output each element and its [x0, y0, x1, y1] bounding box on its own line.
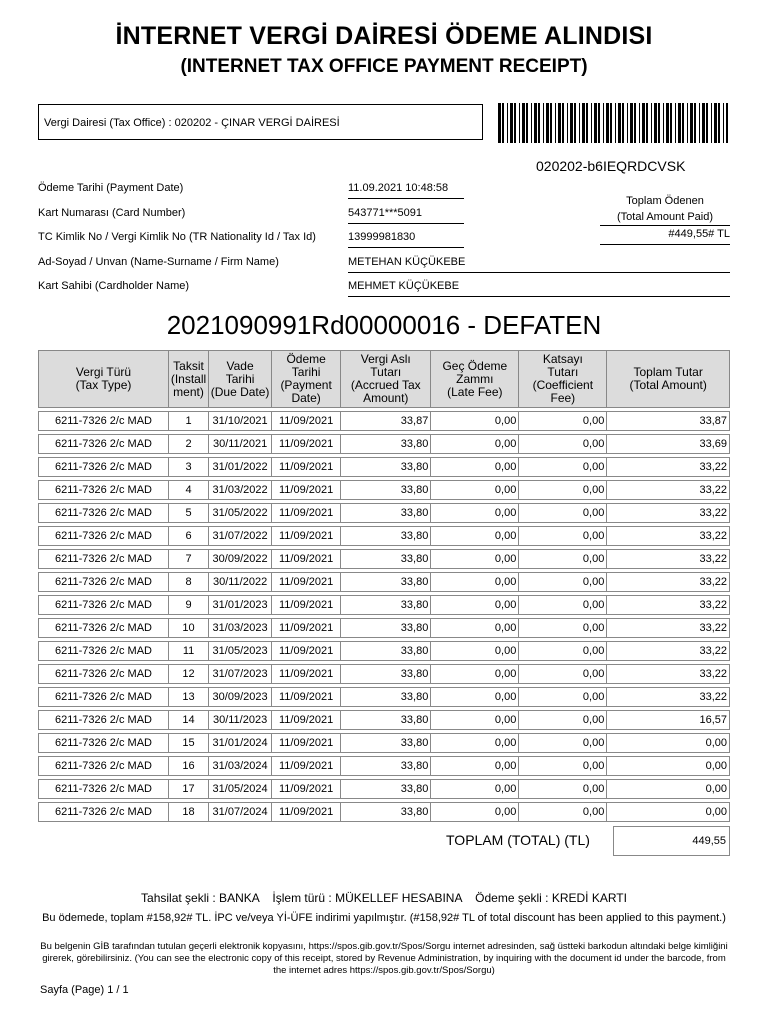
table-cell: 33,87 [341, 412, 431, 431]
table-header-row [39, 351, 730, 408]
column-header-line: Vade [226, 358, 254, 373]
total-paid-value: #449,55# TL [600, 228, 730, 245]
table-cell: 16 [168, 757, 208, 776]
barcode-bar [570, 103, 573, 143]
table-cell: 11/09/2021 [272, 435, 341, 454]
barcode-bar [514, 103, 516, 143]
barcode-bar [690, 103, 693, 143]
column-header-line: Tutarı [370, 365, 402, 379]
table-row [39, 504, 730, 523]
table-cell: 0,00 [519, 573, 607, 592]
table-cell: 33,80 [341, 550, 431, 569]
table-cell: 6211-7326 2/c MAD [39, 573, 169, 592]
table-cell: 33,22 [607, 688, 730, 707]
table-cell: 0,00 [519, 711, 607, 730]
table-cell: 0,00 [607, 780, 730, 799]
document-id: 020202-b6IEQRDCVSK [536, 158, 686, 174]
column-header-line: Vergi Aslı [360, 352, 411, 366]
barcode-bar [627, 103, 628, 143]
table-cell: 0,00 [431, 527, 519, 546]
payment-table [38, 350, 730, 822]
barcode-bar [714, 103, 717, 143]
discount-note: Bu ödemede, toplam #158,92# TL. İPC ve/veya Yİ-ÜFE indirimi yapılmıştır. (#158,92# TL of total discount has been applied to this payment.) [42, 912, 726, 924]
column-header [431, 351, 519, 408]
barcode-bar [711, 103, 712, 143]
table-cell: 0,00 [607, 757, 730, 776]
barcode-bar [618, 103, 621, 143]
table-cell: 18 [168, 803, 208, 822]
table-cell: 6211-7326 2/c MAD [39, 435, 169, 454]
table-cell: 11/09/2021 [272, 757, 341, 776]
barcode-bar [723, 103, 724, 143]
table-row [39, 573, 730, 592]
table-cell: 30/09/2023 [209, 688, 272, 707]
barcode-bar [555, 103, 556, 143]
divider [600, 225, 730, 226]
tax-id-value: 13999981830 [348, 231, 464, 248]
table-cell: 33,80 [341, 734, 431, 753]
card-number-value: 543771***5091 [348, 207, 464, 224]
barcode-bar [658, 103, 660, 143]
table-cell: 6211-7326 2/c MAD [39, 711, 169, 730]
table-cell: 6211-7326 2/c MAD [39, 504, 169, 523]
tax-id-label: TC Kimlik No / Vergi Kimlik No (TR Nationality Id / Tax Id) [38, 231, 316, 243]
barcode-bar [694, 103, 696, 143]
table-cell: 0,00 [519, 665, 607, 684]
column-header-line: Tarihi [225, 371, 255, 386]
barcode-icon [496, 103, 730, 143]
table-cell: 31/01/2022 [209, 458, 272, 477]
table-cell: 11/09/2021 [272, 458, 341, 477]
table-cell: 0,00 [519, 412, 607, 431]
column-header-line: Vergi Türü [75, 365, 132, 379]
barcode-bar [550, 103, 552, 143]
table-cell: 0,00 [519, 596, 607, 615]
table-cell: 6211-7326 2/c MAD [39, 412, 169, 431]
column-header-line: Date) [291, 391, 321, 405]
table-cell: 31/03/2024 [209, 757, 272, 776]
table-cell: 33,22 [607, 665, 730, 684]
barcode-bar [531, 103, 532, 143]
barcode-bar [567, 103, 568, 143]
barcode-bar [586, 103, 588, 143]
table-cell: 0,00 [519, 688, 607, 707]
table-cell: 11/09/2021 [272, 550, 341, 569]
barcode-bar [670, 103, 672, 143]
barcode-bar [718, 103, 720, 143]
barcode-bar [562, 103, 564, 143]
table-cell: 5 [168, 504, 208, 523]
table-cell: 6211-7326 2/c MAD [39, 665, 169, 684]
table-cell: 0,00 [431, 803, 519, 822]
column-header-line: (Due Date) [210, 384, 270, 399]
barcode-bar [579, 103, 580, 143]
table-cell: 0,00 [431, 688, 519, 707]
barcode-bar [615, 103, 616, 143]
table-cell: 0,00 [519, 504, 607, 523]
column-header-line: (Accrued Tax [350, 378, 421, 392]
barcode-bar [666, 103, 669, 143]
table-cell: 0,00 [431, 711, 519, 730]
column-header-line: Ödeme [286, 352, 326, 366]
table-cell: 33,69 [607, 435, 730, 454]
table-cell: 0,00 [519, 734, 607, 753]
table-cell: 10 [168, 619, 208, 638]
total-paid-label-en: (Total Amount Paid) [617, 211, 713, 223]
barcode-bar [726, 103, 728, 143]
column-header [39, 351, 169, 408]
table-cell: 33,22 [607, 458, 730, 477]
table-cell: 31/03/2023 [209, 619, 272, 638]
name-label: Ad-Soyad / Unvan (Name-Surname / Firm Name) [38, 256, 279, 268]
table-cell: 11/09/2021 [272, 504, 341, 523]
barcode-bar [687, 103, 688, 143]
table-cell: 31/01/2023 [209, 596, 272, 615]
barcode-bar [678, 103, 681, 143]
column-header-line: Tarihi [291, 365, 321, 379]
barcode-bar [675, 103, 676, 143]
table-row [39, 435, 730, 454]
column-header [272, 351, 341, 408]
table-cell: 33,80 [341, 481, 431, 500]
barcode-bar [519, 103, 520, 143]
table-cell: 11 [168, 642, 208, 661]
barcode-bar [574, 103, 576, 143]
payment-summary: Tahsilat şekli : BANKA İşlem türü : MÜKELLEF HESABINA Ödeme şekli : KREDİ KARTI [141, 891, 627, 905]
table-cell: 11/09/2021 [272, 780, 341, 799]
table-cell: 0,00 [431, 412, 519, 431]
tax-office-text: Vergi Dairesi (Tax Office) : 020202 - ÇINAR VERGİ DAİRESİ [44, 117, 340, 129]
table-cell: 0,00 [431, 481, 519, 500]
table-cell: 0,00 [431, 757, 519, 776]
column-header-line: (Payment [280, 378, 332, 392]
barcode-bar [502, 103, 504, 143]
table-cell: 0,00 [519, 642, 607, 661]
column-header-line: (Total Amount) [629, 378, 707, 392]
table-cell: 33,80 [341, 596, 431, 615]
table-cell: 33,80 [341, 642, 431, 661]
table-cell: 6211-7326 2/c MAD [39, 734, 169, 753]
table-cell: 11/09/2021 [272, 711, 341, 730]
table-cell: 17 [168, 780, 208, 799]
column-header [168, 351, 208, 408]
table-cell: 0,00 [431, 734, 519, 753]
barcode-bar [538, 103, 540, 143]
table-row [39, 412, 730, 431]
table-cell: 33,80 [341, 780, 431, 799]
table-cell: 31/01/2024 [209, 734, 272, 753]
table-cell: 0,00 [519, 757, 607, 776]
column-header [519, 351, 607, 408]
table-cell: 6211-7326 2/c MAD [39, 550, 169, 569]
table-cell: 11/09/2021 [272, 596, 341, 615]
table-cell: 31/03/2022 [209, 481, 272, 500]
barcode-bar [682, 103, 684, 143]
payment-date-value: 11.09.2021 10:48:58 [348, 182, 464, 199]
barcode-bar [702, 103, 705, 143]
column-header-line: Tutarı [547, 365, 579, 379]
table-cell: 6 [168, 527, 208, 546]
table-cell: 11/09/2021 [272, 688, 341, 707]
table-cell: 0,00 [519, 458, 607, 477]
table-cell: 6211-7326 2/c MAD [39, 803, 169, 822]
table-cell: 33,80 [341, 665, 431, 684]
table-cell: 33,80 [341, 458, 431, 477]
table-cell: 0,00 [431, 504, 519, 523]
table-cell: 6211-7326 2/c MAD [39, 481, 169, 500]
column-header-line: Katsayı [542, 352, 583, 366]
table-cell: 0,00 [431, 458, 519, 477]
barcode-bar [603, 103, 604, 143]
table-cell: 6211-7326 2/c MAD [39, 619, 169, 638]
table-cell: 31/10/2021 [209, 412, 272, 431]
column-header-line: Fee) [550, 391, 576, 405]
table-body [39, 408, 730, 822]
barcode-bar [522, 103, 525, 143]
total-paid-label: Toplam Ödenen [626, 195, 704, 207]
reference-number: 2021090991Rd00000016 - DEFATEN [166, 310, 602, 340]
barcode-bar [498, 103, 501, 143]
table-cell: 33,80 [341, 688, 431, 707]
table-cell: 30/11/2023 [209, 711, 272, 730]
table-cell: 8 [168, 573, 208, 592]
table-cell: 6211-7326 2/c MAD [39, 642, 169, 661]
table-cell: 33,22 [607, 550, 730, 569]
table-cell: 0,00 [431, 435, 519, 454]
column-header-line: Zammı [456, 371, 494, 386]
barcode-bar [622, 103, 624, 143]
table-cell: 0,00 [519, 435, 607, 454]
table-cell: 6211-7326 2/c MAD [39, 688, 169, 707]
tax-office-box [38, 104, 483, 140]
table-cell: 31/05/2023 [209, 642, 272, 661]
table-cell: 11/09/2021 [272, 619, 341, 638]
table-row [39, 803, 730, 822]
cardholder-value: MEHMET KÜÇÜKEBE [348, 280, 730, 297]
column-header-line: Taksit [173, 358, 204, 373]
barcode-bar [558, 103, 561, 143]
table-cell: 12 [168, 665, 208, 684]
table-cell: 11/09/2021 [272, 734, 341, 753]
table-cell: 33,22 [607, 619, 730, 638]
table-cell: 0,00 [519, 527, 607, 546]
table-cell: 0,00 [607, 803, 730, 822]
barcode-bar [699, 103, 700, 143]
table-row [39, 596, 730, 615]
column-header-line: Geç Ödeme [442, 358, 508, 373]
table-cell: 0,00 [519, 550, 607, 569]
table-cell: 31/07/2023 [209, 665, 272, 684]
table-cell: 6211-7326 2/c MAD [39, 458, 169, 477]
table-cell: 0,00 [519, 481, 607, 500]
column-header [341, 351, 431, 408]
column-header [607, 351, 730, 408]
table-cell: 0,00 [431, 550, 519, 569]
total-value: 449,55 [613, 826, 730, 856]
table-row [39, 642, 730, 661]
column-header-line: (Late Fee) [447, 384, 503, 399]
barcode-bar [594, 103, 597, 143]
table-cell: 16,57 [607, 711, 730, 730]
page-number: Sayfa (Page) 1 / 1 [40, 984, 129, 996]
table-cell: 4 [168, 481, 208, 500]
table-cell: 33,22 [607, 642, 730, 661]
table-cell: 6211-7326 2/c MAD [39, 780, 169, 799]
table-cell: 9 [168, 596, 208, 615]
table-cell: 11/09/2021 [272, 527, 341, 546]
table-cell: 33,80 [341, 619, 431, 638]
barcode-bar [546, 103, 549, 143]
table-cell: 0,00 [431, 665, 519, 684]
barcode-bar [606, 103, 609, 143]
table-cell: 0,00 [431, 642, 519, 661]
table-row [39, 711, 730, 730]
table-cell: 33,22 [607, 596, 730, 615]
table-cell: 33,22 [607, 481, 730, 500]
column-header-line: (Install [170, 371, 207, 386]
table-row [39, 550, 730, 569]
table-cell: 30/11/2022 [209, 573, 272, 592]
barcode-bar [634, 103, 636, 143]
table-cell: 0,00 [519, 780, 607, 799]
table-cell: 11/09/2021 [272, 642, 341, 661]
barcode-bar [651, 103, 652, 143]
table-cell: 33,80 [341, 504, 431, 523]
table-cell: 11/09/2021 [272, 573, 341, 592]
table-cell: 11/09/2021 [272, 412, 341, 431]
table-cell: 33,80 [341, 435, 431, 454]
table-cell: 33,80 [341, 527, 431, 546]
barcode-bar [630, 103, 633, 143]
table-cell: 6211-7326 2/c MAD [39, 757, 169, 776]
table-cell: 2 [168, 435, 208, 454]
electronic-copy-note: Bu belgenin GİB tarafından tutulan geçerli elektronik kopyasını, https://spos.gib.gov.tr/Spos/Sorgu internet adresinden, sağ üstteki barkodun altındaki belge kimliğini girerek, görebilirsiniz. (You can see the electronic copy of this receipt, stored by Revenue Administration, by inquiring with the document id under the barcode, from the internet adres https://spos.gib.gov.tr/Spos/Sorgu) [40, 941, 728, 976]
column-header-line: ment) [173, 384, 204, 399]
table-cell: 33,80 [341, 803, 431, 822]
table-cell: 6211-7326 2/c MAD [39, 596, 169, 615]
table-cell: 6211-7326 2/c MAD [39, 527, 169, 546]
receipt-subtitle: (INTERNET TAX OFFICE PAYMENT RECEIPT) [180, 56, 588, 77]
barcode-bar [610, 103, 612, 143]
table-row [39, 780, 730, 799]
table-cell: 31/05/2022 [209, 504, 272, 523]
barcode-bar [598, 103, 600, 143]
barcode-bar [534, 103, 537, 143]
table-cell: 31/07/2024 [209, 803, 272, 822]
table-cell: 3 [168, 458, 208, 477]
barcode-bar [663, 103, 664, 143]
table-cell: 11/09/2021 [272, 803, 341, 822]
barcode-bar [642, 103, 645, 143]
table-cell: 33,87 [607, 412, 730, 431]
table-cell: 11/09/2021 [272, 481, 341, 500]
receipt-title: İNTERNET VERGİ DAİRESİ ÖDEME ALINDISI [115, 22, 653, 50]
table-cell: 7 [168, 550, 208, 569]
table-cell: 30/11/2021 [209, 435, 272, 454]
cardholder-label: Kart Sahibi (Cardholder Name) [38, 280, 190, 292]
barcode-bar [706, 103, 708, 143]
table-row [39, 665, 730, 684]
table-cell: 14 [168, 711, 208, 730]
column-header-line: (Tax Type) [75, 378, 132, 392]
table-row [39, 688, 730, 707]
table-cell: 0,00 [519, 619, 607, 638]
column-header-line: Toplam Tutar [633, 365, 703, 379]
table-cell: 33,80 [341, 757, 431, 776]
column-header-line: Amount) [363, 391, 409, 405]
payment-date-label: Ödeme Tarihi (Payment Date) [38, 182, 184, 194]
table-cell: 0,00 [607, 734, 730, 753]
table-cell: 33,80 [341, 573, 431, 592]
column-header [209, 351, 272, 408]
table-cell: 30/09/2022 [209, 550, 272, 569]
table-cell: 0,00 [431, 596, 519, 615]
table-cell: 33,22 [607, 504, 730, 523]
table-cell: 0,00 [431, 573, 519, 592]
column-header-line: (Coefficient [532, 378, 594, 392]
barcode-bar [639, 103, 640, 143]
barcode-bar [646, 103, 648, 143]
table-cell: 1 [168, 412, 208, 431]
table-cell: 31/05/2024 [209, 780, 272, 799]
table-row [39, 757, 730, 776]
barcode-bar [526, 103, 528, 143]
table-cell: 13 [168, 688, 208, 707]
table-cell: 0,00 [519, 803, 607, 822]
table-row [39, 458, 730, 477]
barcode-bar [582, 103, 585, 143]
table-cell: 0,00 [431, 780, 519, 799]
table-cell: 33,22 [607, 573, 730, 592]
barcode-bar [591, 103, 592, 143]
table-cell: 33,80 [341, 711, 431, 730]
table-cell: 15 [168, 734, 208, 753]
barcode-bar [654, 103, 657, 143]
total-label: TOPLAM (TOTAL) (TL) [446, 832, 590, 848]
table-cell: 11/09/2021 [272, 665, 341, 684]
table-row [39, 481, 730, 500]
barcode-bar [543, 103, 544, 143]
name-value: METEHAN KÜÇÜKEBE [348, 256, 730, 273]
table-cell: 0,00 [431, 619, 519, 638]
barcode-bar [507, 103, 508, 143]
table-row [39, 527, 730, 546]
barcode-bar [510, 103, 513, 143]
table-row [39, 619, 730, 638]
table-cell: 33,22 [607, 527, 730, 546]
table-cell: 31/07/2022 [209, 527, 272, 546]
table-row [39, 734, 730, 753]
card-number-label: Kart Numarası (Card Number) [38, 207, 186, 219]
